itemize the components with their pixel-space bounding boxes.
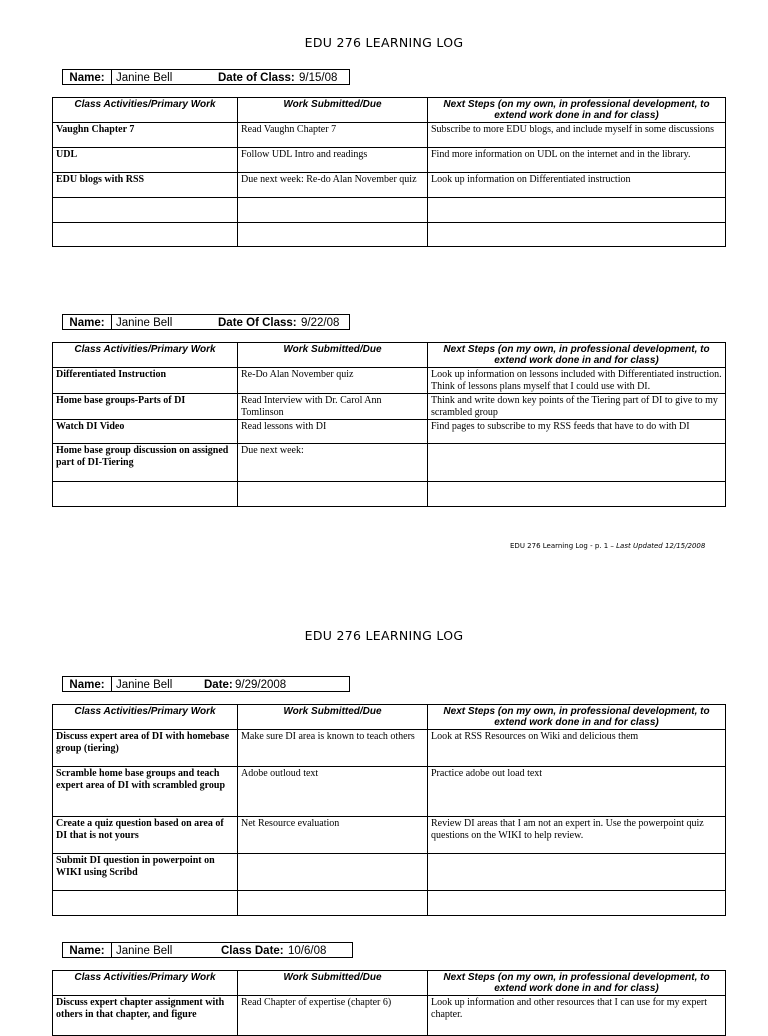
- page-title: EDU 276 LEARNING LOG: [304, 628, 464, 643]
- table-row: [53, 996, 726, 1036]
- class-date: 9/15/08: [299, 72, 338, 84]
- activity-cell: Submit DI question in powerpoint on WIKI using Scribd: [53, 854, 238, 891]
- table-header-row: [53, 98, 726, 123]
- name-date-box: [62, 942, 353, 958]
- next-steps-cell: [428, 223, 726, 247]
- next-steps-cell: Think and write down key points of the Tiering part of DI to give to my scrambled group: [428, 394, 726, 420]
- name-date-box: [62, 676, 350, 692]
- name-label: Name:: [63, 943, 112, 957]
- page-title: EDU 276 LEARNING LOG: [304, 35, 464, 50]
- table-row: [53, 368, 726, 394]
- header-submitted: Work Submitted/Due: [238, 971, 428, 996]
- next-steps-cell: Find pages to subscribe to my RSS feeds that have to do with DI: [428, 420, 726, 444]
- submitted-cell: Make sure DI area is known to teach others: [238, 730, 428, 767]
- table-row: [53, 148, 726, 173]
- activity-cell: [53, 223, 238, 247]
- table-row: [53, 891, 726, 916]
- next-steps-cell: [428, 444, 726, 482]
- name-date-box: [62, 69, 350, 85]
- date-label: Date:: [204, 679, 233, 691]
- submitted-cell: [238, 223, 428, 247]
- next-steps-cell: Look up information on lessons included with Differentiated instruction. Think of lessons plans myself that I could use with DI.: [428, 368, 726, 394]
- submitted-cell: Read lessons with DI: [238, 420, 428, 444]
- student-name: Janine Bell: [116, 945, 173, 957]
- student-name: Janine Bell: [116, 72, 173, 84]
- activity-cell: UDL: [53, 148, 238, 173]
- header-activities: Class Activities/Primary Work: [53, 98, 238, 123]
- table-header-row: [53, 705, 726, 730]
- header-activities: Class Activities/Primary Work: [53, 705, 238, 730]
- table-row: [53, 223, 726, 247]
- submitted-cell: [238, 854, 428, 891]
- log-table: [52, 97, 726, 247]
- submitted-cell: Net Resource evaluation: [238, 817, 428, 854]
- table-row: [53, 123, 726, 148]
- next-steps-cell: Look at RSS Resources on Wiki and delicious them: [428, 730, 726, 767]
- next-steps-cell: [428, 891, 726, 916]
- header-activities: Class Activities/Primary Work: [53, 971, 238, 996]
- page-footer: [510, 542, 705, 550]
- next-steps-cell: Look up information and other resources that I can use for my expert chapter.: [428, 996, 726, 1036]
- header-next-steps: Next Steps (on my own, in professional development, to extend work done in and for class): [428, 98, 726, 123]
- submitted-cell: [238, 482, 428, 507]
- log-table: [52, 704, 726, 916]
- class-date: 9/22/08: [301, 317, 340, 329]
- table-header-row: [53, 343, 726, 368]
- next-steps-cell: Practice adobe out load text: [428, 767, 726, 817]
- activity-cell: Create a quiz question based on area of DI that is not yours: [53, 817, 238, 854]
- footer-text: EDU 276 Learning Log - p. 1 –: [510, 542, 617, 550]
- name-label: Name:: [63, 677, 112, 691]
- class-date: 9/29/2008: [235, 679, 287, 691]
- date-label: Date Of Class:: [218, 317, 297, 329]
- submitted-cell: Follow UDL Intro and readings: [238, 148, 428, 173]
- activity-cell: EDU blogs with RSS: [53, 173, 238, 198]
- next-steps-cell: Look up information on Differentiated instruction: [428, 173, 726, 198]
- log-table: [52, 970, 726, 1036]
- next-steps-cell: [428, 854, 726, 891]
- table-row: [53, 767, 726, 817]
- activity-cell: [53, 891, 238, 916]
- header-next-steps: Next Steps (on my own, in professional development, to extend work done in and for class): [428, 705, 726, 730]
- submitted-cell: Due next week: Re-do Alan November quiz: [238, 173, 428, 198]
- header-activities: Class Activities/Primary Work: [53, 343, 238, 368]
- student-name: Janine Bell: [116, 679, 173, 691]
- activity-cell: [53, 482, 238, 507]
- table-row: [53, 854, 726, 891]
- next-steps-cell: Review DI areas that I am not an expert in. Use the powerpoint quiz questions on the WIKI to help review.: [428, 817, 726, 854]
- table-row: [53, 173, 726, 198]
- table-row: [53, 817, 726, 854]
- activity-cell: [53, 198, 238, 223]
- activity-cell: Home base group discussion on assigned part of DI-Tiering: [53, 444, 238, 482]
- activity-cell: Discuss expert area of DI with homebase group (tiering): [53, 730, 238, 767]
- log-table: [52, 342, 726, 507]
- submitted-cell: Read Interview with Dr. Carol Ann Tomlinson: [238, 394, 428, 420]
- activity-cell: Vaughn Chapter 7: [53, 123, 238, 148]
- activity-cell: Watch DI Video: [53, 420, 238, 444]
- submitted-cell: Adobe outloud text: [238, 767, 428, 817]
- activity-cell: Home base groups-Parts of DI: [53, 394, 238, 420]
- table-row: [53, 730, 726, 767]
- table-row: [53, 482, 726, 507]
- activity-cell: Differentiated Instruction: [53, 368, 238, 394]
- date-label: Date of Class:: [218, 72, 295, 84]
- submitted-cell: Re-Do Alan November quiz: [238, 368, 428, 394]
- next-steps-cell: Find more information on UDL on the internet and in the library.: [428, 148, 726, 173]
- header-next-steps: Next Steps (on my own, in professional development, to extend work done in and for class): [428, 971, 726, 996]
- name-date-box: [62, 314, 350, 330]
- table-row: [53, 394, 726, 420]
- table-row: [53, 198, 726, 223]
- header-submitted: Work Submitted/Due: [238, 98, 428, 123]
- table-row: [53, 420, 726, 444]
- name-label: Name:: [63, 70, 112, 84]
- header-submitted: Work Submitted/Due: [238, 343, 428, 368]
- class-date: 10/6/08: [288, 945, 327, 957]
- submitted-cell: Read Chapter of expertise (chapter 6): [238, 996, 428, 1036]
- submitted-cell: Due next week:: [238, 444, 428, 482]
- table-header-row: [53, 971, 726, 996]
- table-row: [53, 444, 726, 482]
- next-steps-cell: [428, 198, 726, 223]
- footer-updated: Last Updated 12/15/2008: [616, 542, 706, 550]
- next-steps-cell: [428, 482, 726, 507]
- activity-cell: Discuss expert chapter assignment with others in that chapter, and figure: [53, 996, 238, 1036]
- student-name: Janine Bell: [116, 317, 173, 329]
- next-steps-cell: Subscribe to more EDU blogs, and include myself in some discussions: [428, 123, 726, 148]
- name-label: Name:: [63, 315, 112, 329]
- submitted-cell: Read Vaughn Chapter 7: [238, 123, 428, 148]
- header-submitted: Work Submitted/Due: [238, 705, 428, 730]
- header-next-steps: Next Steps (on my own, in professional development, to extend work done in and for class): [428, 343, 726, 368]
- submitted-cell: [238, 891, 428, 916]
- submitted-cell: [238, 198, 428, 223]
- date-label: Class Date:: [221, 945, 284, 957]
- activity-cell: Scramble home base groups and teach expert area of DI with scrambled group: [53, 767, 238, 817]
